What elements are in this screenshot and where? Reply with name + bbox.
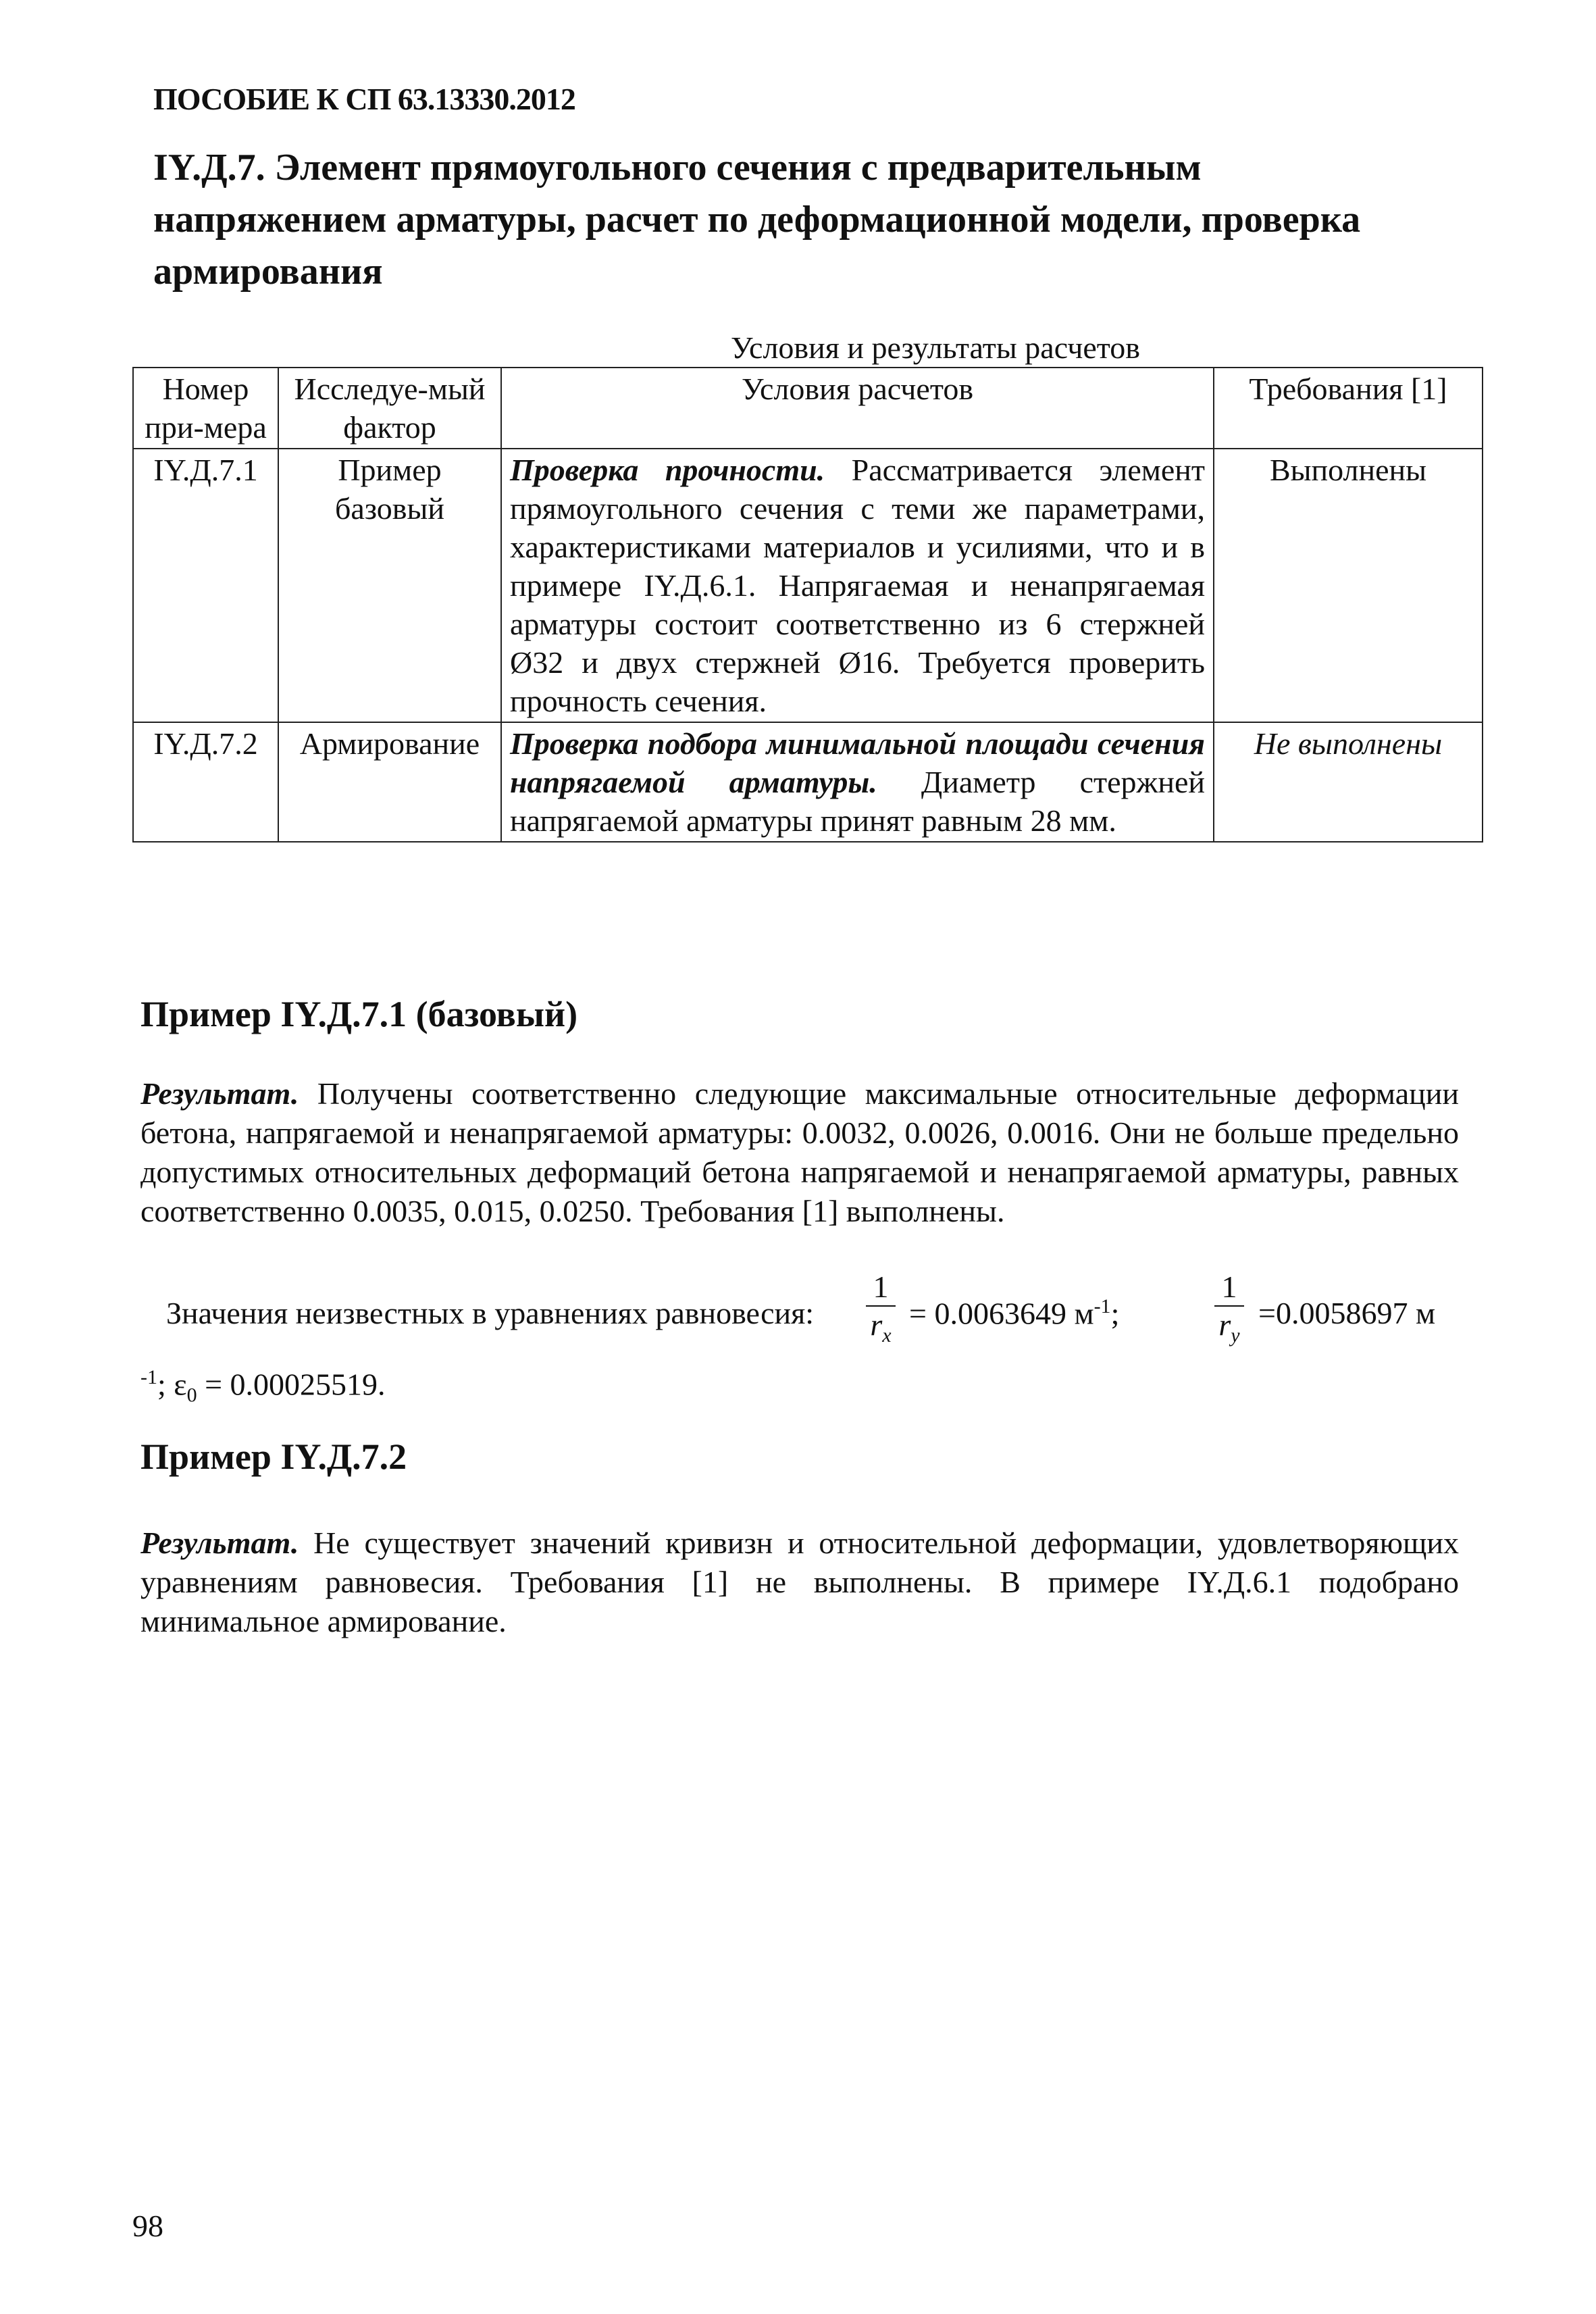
row-conditions <box>501 449 1214 722</box>
rx-unit-exponent: -1 <box>1093 1295 1111 1317</box>
rx-symbol: r <box>870 1307 883 1342</box>
example2-result <box>140 1524 1459 1641</box>
row-number: IY.Д.7.1 <box>133 449 278 722</box>
eps-subscript: 0 <box>186 1384 197 1407</box>
row-requirement: Не выполнены <box>1214 722 1483 842</box>
rx-subscript: x <box>882 1324 892 1347</box>
eps-symbol: ; ε <box>157 1367 187 1402</box>
page-number: 98 <box>132 2209 163 2243</box>
eps-value: = 0.00025519. <box>205 1367 386 1402</box>
condition-title: Проверка прочности. <box>510 453 825 487</box>
ry-unit-exponent: -1 <box>140 1366 157 1388</box>
condition-title: Проверка подбора минимальной площади сечения напрягаемой арматуры. <box>510 726 1205 799</box>
running-head: ПОСОБИЕ К СП 63.13330.2012 <box>153 82 575 116</box>
separator: ; <box>1110 1296 1120 1331</box>
example1-result <box>140 1074 1459 1231</box>
result-text: Не существует значений кривизн и относительной деформации, удовлетворяющих уравнениям равновесия. Требования [1] не выполнены. В примере IY.Д.6.1 подобрано минимальное армирование. <box>140 1526 1459 1638</box>
header-requirements: Требования [1] <box>1214 368 1483 449</box>
equation-line <box>166 1270 1459 1358</box>
ry-value: =0.0058697 м <box>1258 1296 1436 1330</box>
row-conditions <box>501 722 1214 842</box>
table-row <box>133 449 1483 722</box>
fraction-denominator <box>866 1308 896 1353</box>
rx-value <box>909 1295 1119 1331</box>
condition-text: Диаметр стержней напрягаемой арматуры принят равным 28 мм. <box>510 765 1205 838</box>
row-factor: Пример базовый <box>278 449 501 722</box>
fraction-numerator: 1 <box>1221 1269 1237 1304</box>
rx-value-text: = 0.0063649 м <box>909 1296 1094 1331</box>
equation-line-2 <box>140 1358 1459 1415</box>
row-requirement: Выполнены <box>1214 449 1483 722</box>
fraction-numerator: 1 <box>873 1269 889 1304</box>
table-row <box>133 722 1483 842</box>
row-factor: Армирование <box>278 722 501 842</box>
header-factor: Исследуе-мый фактор <box>278 368 501 449</box>
row-number: IY.Д.7.2 <box>133 722 278 842</box>
table-caption: Условия и результаты расчетов <box>731 330 1140 365</box>
equation-intro: Значения неизвестных в уравнениях равновесия: <box>166 1296 815 1330</box>
example2-heading: Пример IY.Д.7.2 <box>140 1436 407 1477</box>
header-conditions: Условия расчетов <box>501 368 1214 449</box>
result-label: Результат. <box>140 1526 299 1560</box>
ry-subscript: y <box>1231 1324 1240 1347</box>
condition-text: Рассматривается элемент прямоугольного сечения с теми же параметрами, характеристиками материалов и усилиями, что и в примере IY.Д.6.1. Напрягаемая и ненапрягаемая арматуры состоит соответственно из 6 стержней Ø32 и двух стержней Ø16. Требуется проверить прочность сечения. <box>510 453 1205 718</box>
result-text: Получены соответственно следующие максимальные относительные деформации бетона, напрягаемой и ненапрягаемой арматуры: 0.0032, 0.0026, 0.0016. Они не больше предельно допустимых относительных деформаций бетона напрягаемой и ненапрягаемой арматуры, равных соответственно 0.0035, 0.015, 0.0250. Требования [1] выполнены. <box>140 1076 1459 1228</box>
ry-symbol: r <box>1218 1307 1231 1342</box>
example1-heading: Пример IY.Д.7.1 (базовый) <box>140 994 578 1034</box>
fraction-bar <box>1214 1305 1244 1307</box>
section-title: IY.Д.7. Элемент прямоугольного сечения с предварительным напряжением арматуры, расчет по деформационной модели, проверка армирования <box>153 147 1361 293</box>
fraction-bar <box>866 1305 896 1307</box>
results-table <box>132 367 1483 842</box>
result-label: Результат. <box>140 1076 299 1111</box>
fraction-denominator <box>1214 1308 1244 1353</box>
header-number: Номер при-мера <box>133 368 278 449</box>
fraction-ry <box>1214 1270 1244 1353</box>
table-header-row <box>133 368 1483 449</box>
fraction-rx <box>866 1270 896 1353</box>
